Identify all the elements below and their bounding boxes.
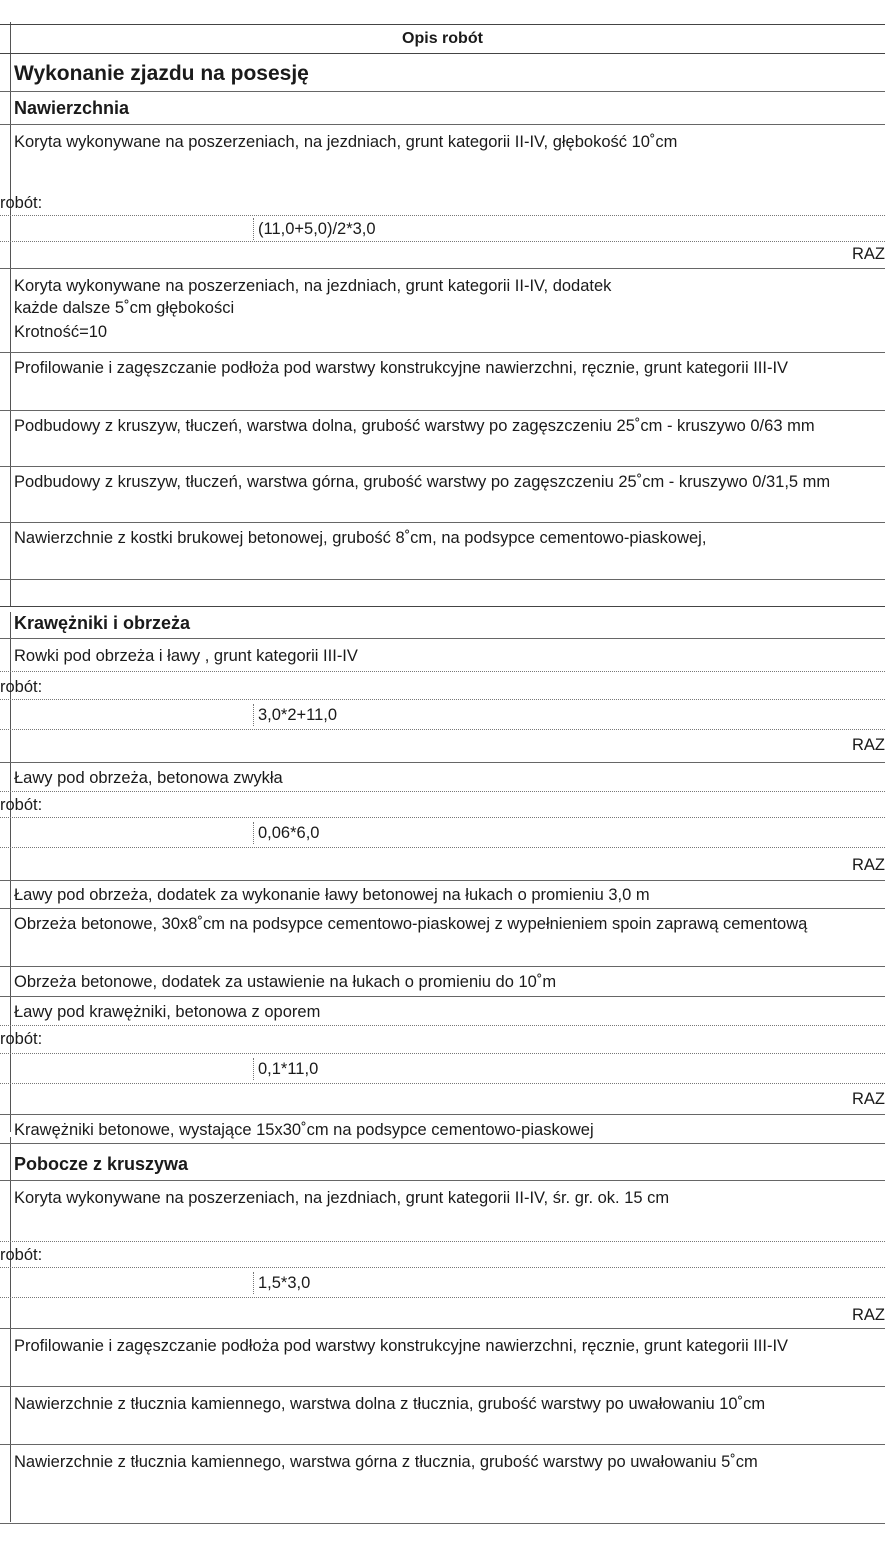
list-item: Profilowanie i zagęszczanie podłoża pod warstwy konstrukcyjne nawierzchni, ręcznie, grunt kategorii III-IV — [0, 352, 885, 410]
raz-label: RAZ — [852, 1090, 885, 1108]
list-item: Obrzeża betonowe, dodatek za ustawienie na łukach o promieniu do 10˚m — [0, 966, 885, 996]
calc-expression: 3,0*2+11,0 — [253, 704, 337, 726]
robot-row: robót: — [0, 792, 885, 818]
calc-expression: 1,5*3,0 — [253, 1272, 310, 1294]
raz-label: RAZ — [852, 1306, 885, 1324]
calc-row — [0, 818, 885, 848]
subsection-title-row — [0, 606, 885, 638]
calc-expression: 0,1*11,0 — [253, 1058, 318, 1080]
calc-row — [0, 1268, 885, 1298]
list-item: Rowki pod obrzeża i ławy , grunt kategorii III-IV — [0, 638, 885, 672]
subsection-title-row — [0, 92, 885, 124]
robot-row: robót: — [0, 192, 885, 216]
robot-row: robót: — [0, 1026, 885, 1054]
raz-row — [0, 242, 885, 266]
list-item: Ławy pod krawężniki, betonowa z oporem — [0, 996, 885, 1026]
raz-label: RAZ — [852, 736, 885, 754]
calc-row — [0, 700, 885, 730]
list-item: Ławy pod obrzeża, betonowa zwykła — [0, 762, 885, 792]
calc-expression: 0,06*6,0 — [253, 822, 319, 844]
raz-label: RAZ — [852, 856, 885, 874]
raz-row — [0, 848, 885, 878]
calc-row — [0, 216, 885, 242]
subsection-title: Nawierzchnia — [14, 98, 130, 118]
calc-row — [0, 1054, 885, 1084]
subsection-title: Pobocze z kruszywa — [14, 1154, 189, 1174]
raz-row — [0, 1298, 885, 1328]
calc-expression: (11,0+5,0)/2*3,0 — [253, 218, 376, 240]
robot-row: robót: — [0, 1242, 885, 1268]
list-item: Podbudowy z kruszyw, tłuczeń, warstwa górna, grubość warstwy po zagęszczeniu 25˚cm - kruszywo 0/31,5 mm — [0, 466, 885, 522]
list-item: Nawierzchnie z tłucznia kamiennego, warstwa dolna z tłucznia, grubość warstwy po uwałowaniu 10˚cm — [0, 1386, 885, 1444]
list-item: Koryta wykonywane na poszerzeniach, na jezdniach, grunt kategorii II-IV, głębokość 10˚cm — [0, 124, 885, 192]
list-item: Koryta wykonywane na poszerzeniach, na jezdniach, grunt kategorii II-IV, dodatek każde dalsze 5˚cm głębokości Krotność=10 — [0, 268, 885, 352]
robot-row: robót: — [0, 672, 885, 700]
section-title: Wykonanie zjazdu na posesję — [14, 62, 309, 85]
column-title: Opis robót — [0, 24, 885, 54]
list-item: Podbudowy z kruszyw, tłuczeń, warstwa dolna, grubość warstwy po zagęszczeniu 25˚cm - kruszywo 0/63 mm — [0, 410, 885, 466]
raz-label: RAZ — [852, 245, 885, 263]
list-item: Obrzeża betonowe, 30x8˚cm na podsypce cementowo-piaskowej z wypełnieniem spoin zaprawą cementową — [0, 908, 885, 966]
section-title-row — [0, 56, 885, 92]
list-item: Ławy pod obrzeża, dodatek za wykonanie ławy betonowej na łukach o promieniu 3,0 m — [0, 880, 885, 908]
list-item: Nawierzchnie z tłucznia kamiennego, warstwa górna z tłucznia, grubość warstwy po uwałowaniu 5˚cm — [0, 1444, 885, 1524]
list-item: Koryta wykonywane na poszerzeniach, na jezdniach, grunt kategorii II-IV, śr. gr. ok. 15 cm — [0, 1180, 885, 1242]
raz-row — [0, 730, 885, 758]
raz-row — [0, 1084, 885, 1112]
list-item: Krawężniki betonowe, wystające 15x30˚cm na podsypce cementowo-piaskowej — [0, 1114, 885, 1144]
list-item: Nawierzchnie z kostki brukowej betonowej, grubość 8˚cm, na podsypce cementowo-piaskowej, — [0, 522, 885, 580]
subsection-title: Krawężniki i obrzeża — [14, 613, 191, 633]
subsection-title-row — [0, 1148, 885, 1180]
list-item: Profilowanie i zagęszczanie podłoża pod warstwy konstrukcyjne nawierzchni, ręcznie, grunt kategorii III-IV — [0, 1328, 885, 1386]
